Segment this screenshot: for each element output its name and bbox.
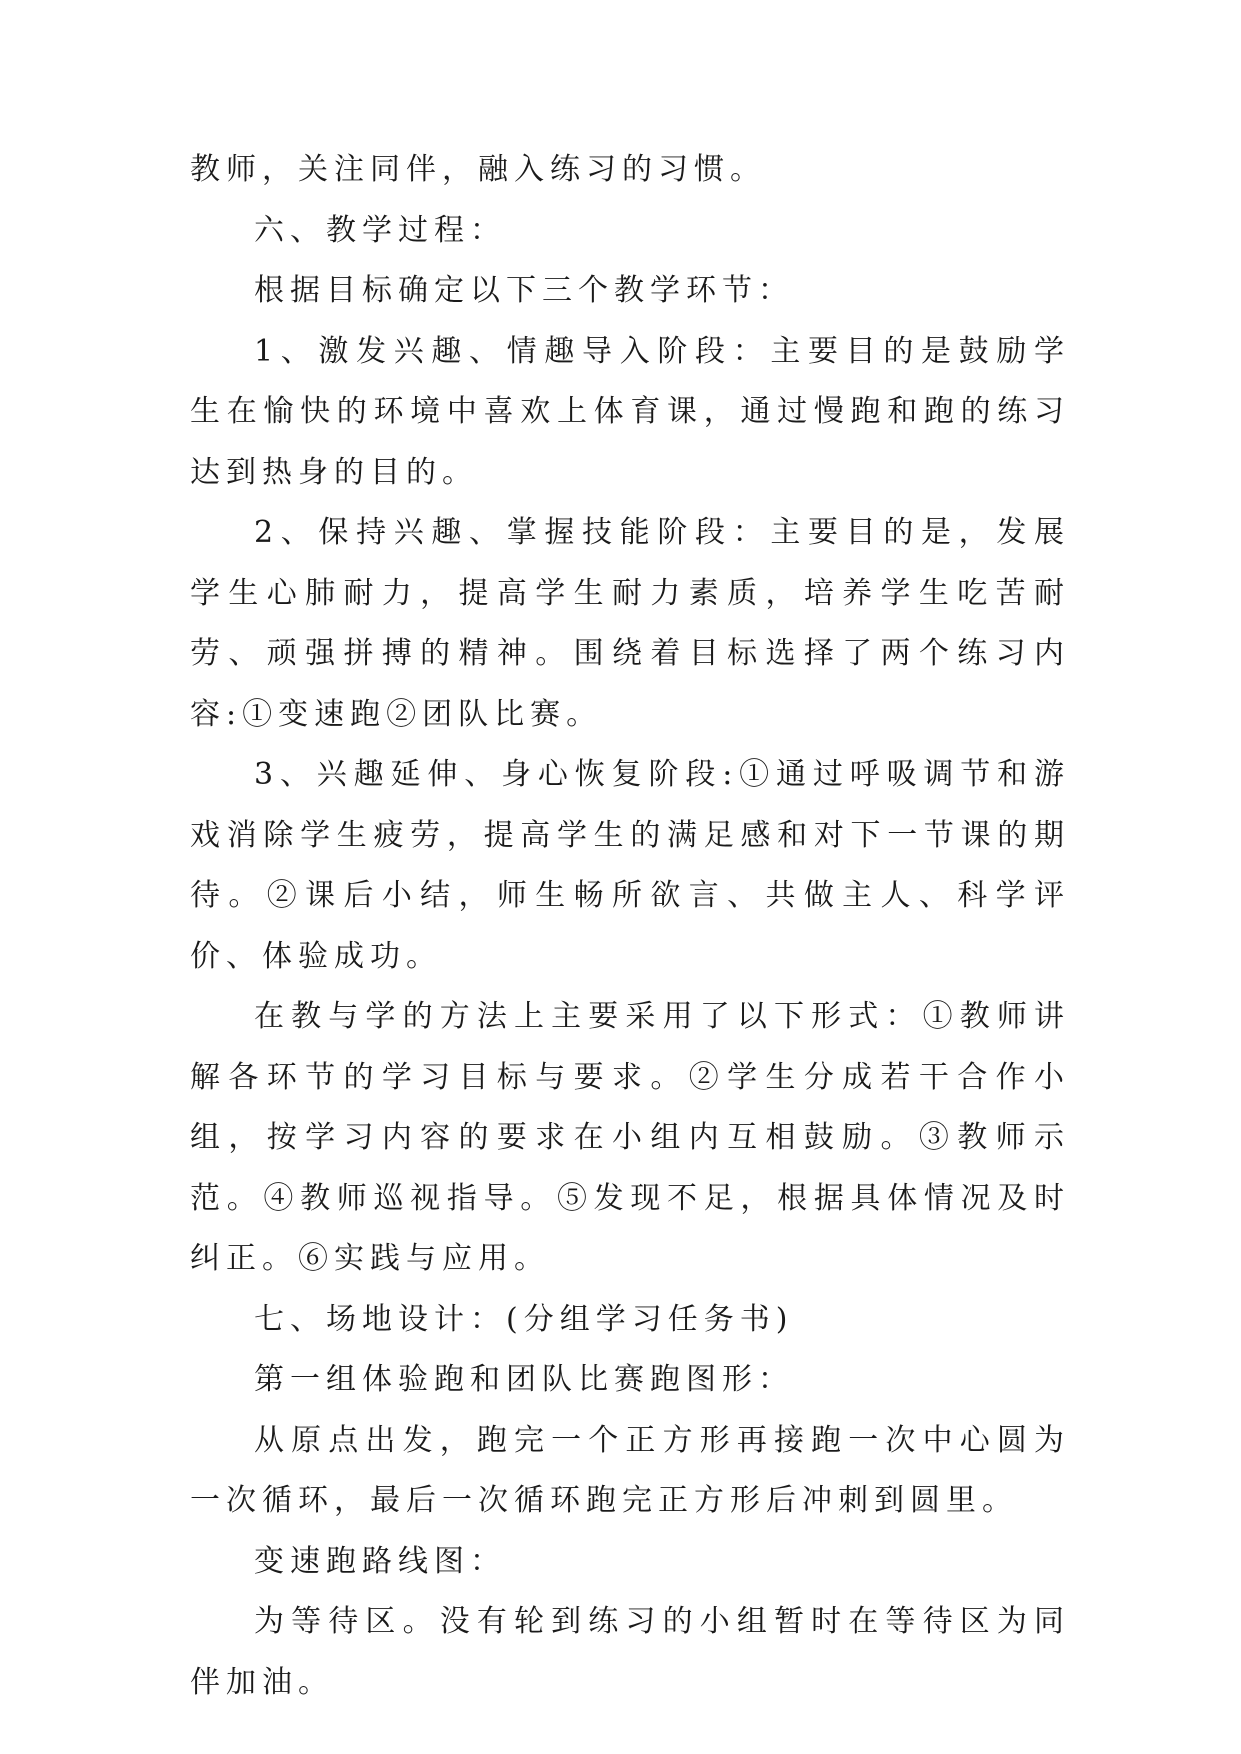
section-heading-teaching-process: 六、教学过程：: [254, 212, 506, 248]
paragraph-stage-2: 2、保持兴趣、掌握技能阶段：主要目的是，发展学生心肺耐力，提高学生耐力素质，培养学生吃苦耐劳、顽强拼搏的精神。围绕着目标选择了两个练习内容:①变速跑②团队比赛。: [190, 515, 1070, 732]
paragraph-stage-3: 3、兴趣延伸、身心恢复阶段:①通过呼吸调节和游戏消除学生疲劳，提高学生的满足感和对下一节课的期待。②课后小结，师生畅所欲言、共做主人、科学评价、体验成功。: [190, 757, 1070, 974]
paragraph-stage-1: 1、激发兴趣、情趣导入阶段：主要目的是鼓励学生在愉快的环境中喜欢上体育课，通过慢跑和跑的练习达到热身的目的。: [190, 333, 1070, 490]
paragraph-waiting-area: 为等待区。没有轮到练习的小组暂时在等待区为同伴加油。: [190, 1604, 1070, 1700]
paragraph-group-1: 第一组体验跑和团队比赛跑图形：: [254, 1362, 794, 1397]
paragraph-route: 从原点出发，跑完一个正方形再接跑一次中心圆为一次循环，最后一次循环跑完正方形后冲刺到圆里。: [190, 1422, 1070, 1518]
paragraph-speed-run-route: 变速跑路线图：: [254, 1543, 506, 1579]
paragraph-1: 教师，关注同伴，融入练习的习惯。: [190, 152, 766, 187]
document-body: [190, 140, 1070, 1713]
paragraph-3: 根据目标确定以下三个教学环节：: [254, 273, 794, 308]
paragraph-methods: 在教与学的方法上主要采用了以下形式：①教师讲解各环节的学习目标与要求。②学生分成若干合作小组，按学习内容的要求在小组内互相鼓励。③教师示范。④教师巡视指导。⑤发现不足，根据具体情况及时纠正。⑥实践与应用。: [190, 999, 1070, 1276]
section-heading-venue-design: 七、场地设计：(分组学习任务书): [254, 1301, 794, 1337]
